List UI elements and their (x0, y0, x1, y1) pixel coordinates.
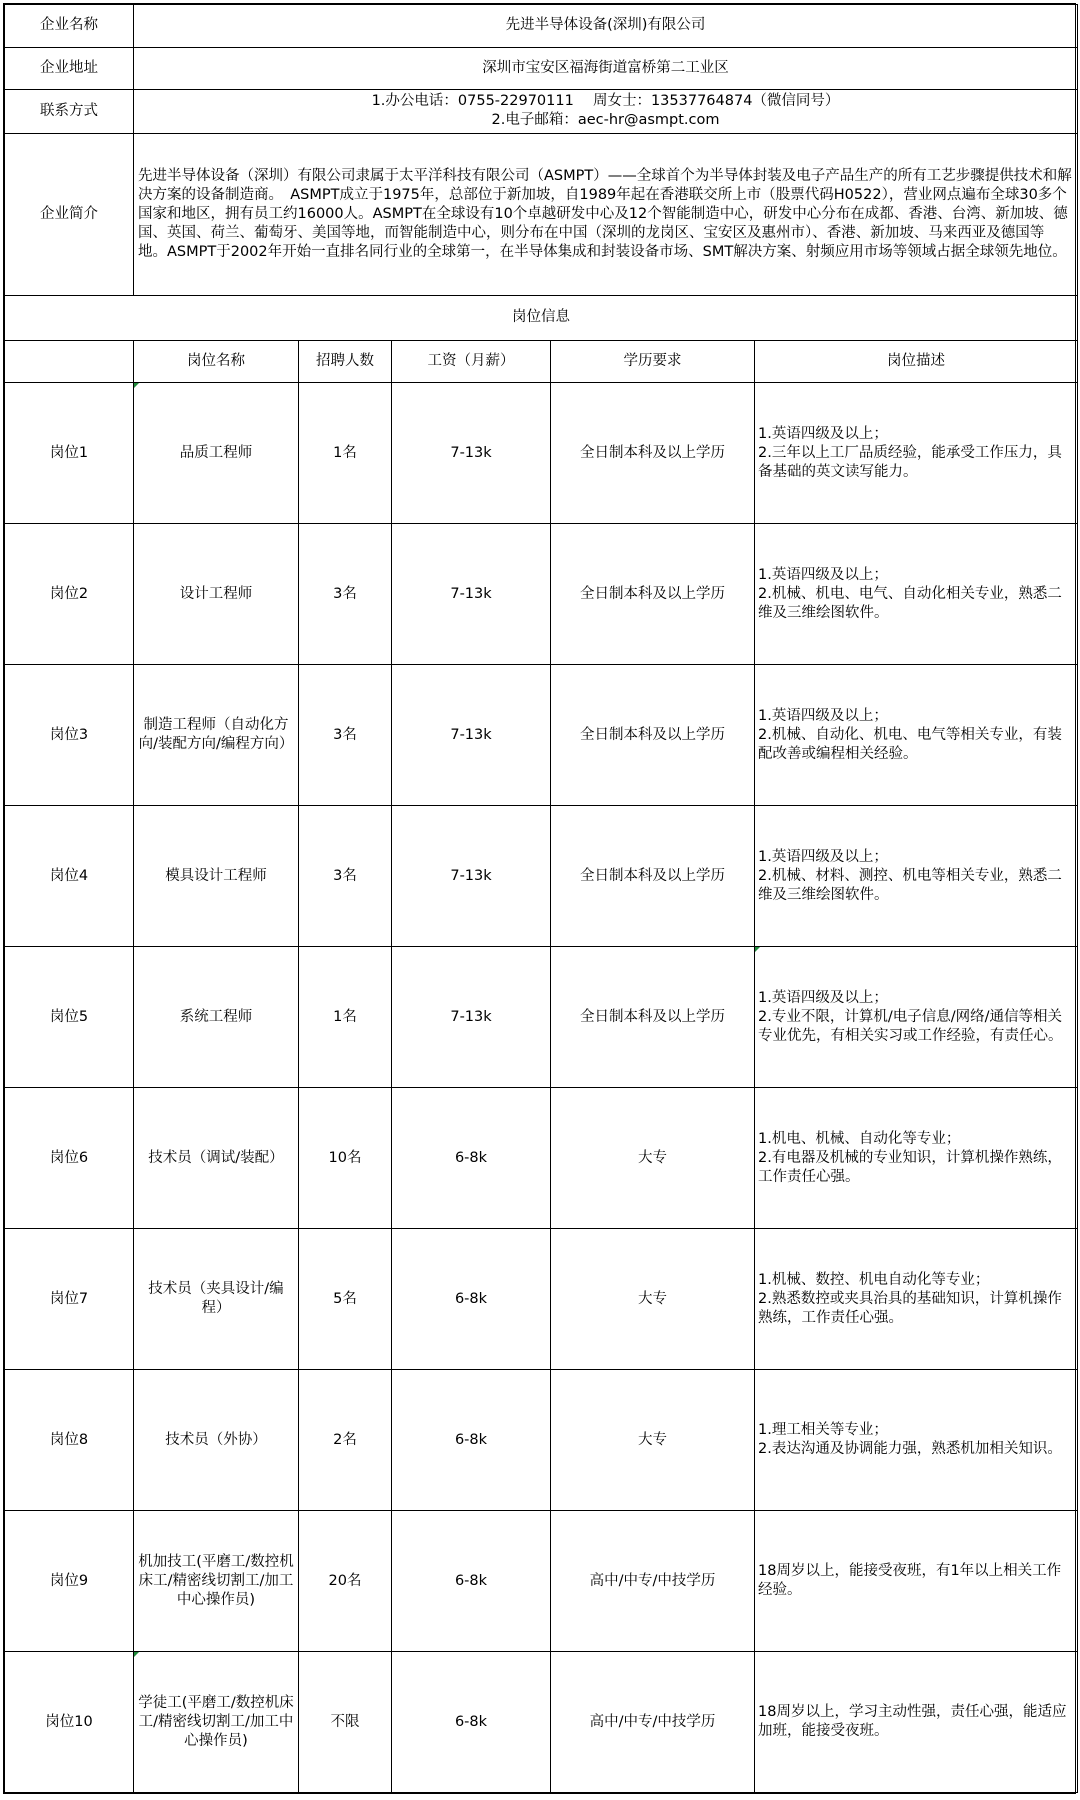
job-title: 系统工程师 (134, 947, 299, 1088)
job-description (755, 1511, 1078, 1652)
section-title: 岗位信息 (5, 296, 1078, 341)
job-salary: 6-8k (392, 1370, 551, 1511)
job-title: 技术员（调试/装配） (134, 1088, 299, 1229)
job-title: 技术员（夹具设计/编程） (134, 1229, 299, 1370)
job-description (755, 1229, 1078, 1370)
job-description-line: 18周岁以上，学习主动性强，责任心强，能适应加班，能接受夜班。 (758, 1704, 1067, 1739)
job-salary: 7-13k (392, 524, 551, 665)
job-description (755, 1088, 1078, 1229)
job-description-line: 1.英语四级及以上； (758, 989, 888, 1006)
job-description-line: 1.机械、数控、机电自动化等专业； (758, 1271, 990, 1288)
job-description (755, 665, 1078, 806)
header-job-title: 岗位名称 (134, 340, 299, 383)
contact-email: 2.电子邮箱：aec-hr@asmpt.com (491, 112, 720, 129)
job-id: 岗位8 (5, 1370, 134, 1511)
header-blank (5, 340, 134, 383)
job-description-line: 1.英语四级及以上； (758, 566, 888, 583)
job-education: 大专 (551, 1370, 755, 1511)
job-salary: 6-8k (392, 1229, 551, 1370)
intro-label: 企业简介 (5, 133, 134, 295)
job-count: 2名 (299, 1370, 392, 1511)
job-id: 岗位3 (5, 665, 134, 806)
job-description-line: 2.三年以上工厂品质经验，能承受工作压力，具备基础的英文读写能力。 (758, 444, 1062, 480)
job-title: 模具设计工程师 (134, 806, 299, 947)
job-title: 技术员（外协） (134, 1370, 299, 1511)
recruitment-sheet (3, 3, 1076, 1794)
recruitment-table (4, 4, 1078, 1793)
job-education: 高中/中专/中技学历 (551, 1511, 755, 1652)
job-description-line: 1.英语四级及以上； (758, 707, 888, 724)
intro-row (5, 133, 1078, 295)
job-salary: 6-8k (392, 1511, 551, 1652)
job-title: 学徒工(平磨工/数控机床工/精密线切割工/加工中心操作员) (134, 1652, 299, 1793)
intro-text: 先进半导体设备（深圳）有限公司隶属于太平洋科技有限公司（ASMPT）——全球首个为半导体封装及电子产品生产的所有工艺步骤提供技术和解决方案的设备制造商。 ASMPT成立于1975年，总部位于新加坡，自1989年起在香港联交所上市（股票代码H0522），营业网点遍布全球30多个国家和地区，拥有员工约16000人。ASMPT在全球设有10个卓越研发中心及12个智能制造中心，研发中心分布在成都、香港、台湾、新加坡、德国、英国、荷兰、葡萄牙、美国等地，而智能制造中心，则分布在中国（深圳的龙岗区、宝安区及惠州市）、香港、新加坡、马来西亚及德国等地。ASMPT于2002年开始一直排名同行业的全球第一，在半导体集成和封装设备市场、SMT解决方案、射频应用市场等领域占据全球领先地位。 (134, 133, 1078, 295)
job-description-line: 2.有电器及机械的专业知识，计算机操作熟练，工作责任心强。 (758, 1149, 1062, 1185)
job-id: 岗位5 (5, 947, 134, 1088)
job-education: 全日制本科及以上学历 (551, 524, 755, 665)
job-description-line: 2.表达沟通及协调能力强，熟悉机加相关知识。 (758, 1441, 1062, 1458)
job-description-line: 1.英语四级及以上； (758, 425, 888, 442)
job-education: 高中/中专/中技学历 (551, 1652, 755, 1793)
company-name-value: 先进半导体设备(深圳)有限公司 (134, 5, 1078, 48)
job-row (5, 1229, 1078, 1370)
job-row (5, 947, 1078, 1088)
job-description-line: 1.英语四级及以上； (758, 848, 888, 865)
job-description-line: 2.熟悉数控或夹具治具的基础知识，计算机操作熟练，工作责任心强。 (758, 1290, 1062, 1326)
job-row (5, 1652, 1078, 1793)
job-title: 设计工程师 (134, 524, 299, 665)
job-row (5, 665, 1078, 806)
section-row (5, 296, 1078, 341)
job-salary: 7-13k (392, 665, 551, 806)
job-row (5, 524, 1078, 665)
company-address-value: 深圳市宝安区福海街道富桥第二工业区 (134, 47, 1078, 90)
job-description (755, 1652, 1078, 1793)
header-description: 岗位描述 (755, 340, 1078, 383)
job-count: 3名 (299, 524, 392, 665)
job-description (755, 1370, 1078, 1511)
job-description-line: 2.专业不限，计算机/电子信息/网络/通信等相关专业优先，有相关实习或工作经验，有责任心。 (758, 1008, 1063, 1044)
job-count: 1名 (299, 383, 392, 524)
contact-value (134, 90, 1078, 134)
company-name-label: 企业名称 (5, 5, 134, 48)
job-title: 机加技工(平磨工/数控机床工/精密线切割工/加工中心操作员) (134, 1511, 299, 1652)
job-title: 制造工程师（自动化方向/装配方向/编程方向） (134, 665, 299, 806)
job-count: 不限 (299, 1652, 392, 1793)
job-description-line: 2.机械、自动化、机电、电气等相关专业，有装配改善或编程相关经验。 (758, 726, 1062, 762)
job-salary: 6-8k (392, 1652, 551, 1793)
contact-label: 联系方式 (5, 90, 134, 134)
job-row (5, 806, 1078, 947)
job-id: 岗位7 (5, 1229, 134, 1370)
job-count: 10名 (299, 1088, 392, 1229)
job-id: 岗位4 (5, 806, 134, 947)
company-address-row (5, 47, 1078, 90)
job-education: 全日制本科及以上学历 (551, 806, 755, 947)
job-education: 全日制本科及以上学历 (551, 383, 755, 524)
job-salary: 6-8k (392, 1088, 551, 1229)
job-description-line: 1.理工相关等专业； (758, 1422, 888, 1439)
job-id: 岗位2 (5, 524, 134, 665)
job-salary: 7-13k (392, 383, 551, 524)
job-id: 岗位9 (5, 1511, 134, 1652)
job-list (5, 383, 1078, 1793)
job-education: 全日制本科及以上学历 (551, 665, 755, 806)
job-education: 全日制本科及以上学历 (551, 947, 755, 1088)
job-count: 20名 (299, 1511, 392, 1652)
job-description-line: 2.机械、材料、测控、机电等相关专业，熟悉二维及三维绘图软件。 (758, 867, 1062, 903)
job-count: 3名 (299, 665, 392, 806)
job-salary: 7-13k (392, 947, 551, 1088)
header-salary: 工资（月薪） (392, 340, 551, 383)
job-count: 1名 (299, 947, 392, 1088)
job-count: 3名 (299, 806, 392, 947)
job-description (755, 947, 1078, 1088)
job-row (5, 1370, 1078, 1511)
column-header-row (5, 340, 1078, 383)
job-row (5, 1511, 1078, 1652)
job-description-line: 18周岁以上，能接受夜班，有1年以上相关工作经验。 (758, 1563, 1062, 1599)
job-id: 岗位6 (5, 1088, 134, 1229)
job-id: 岗位1 (5, 383, 134, 524)
job-salary: 7-13k (392, 806, 551, 947)
job-description-line: 1.机电、机械、自动化等专业； (758, 1130, 961, 1147)
job-education: 大专 (551, 1229, 755, 1370)
job-description (755, 524, 1078, 665)
job-education: 大专 (551, 1088, 755, 1229)
job-row (5, 383, 1078, 524)
job-description-line: 2.机械、机电、电气、自动化相关专业，熟悉二维及三维绘图软件。 (758, 585, 1062, 621)
header-count: 招聘人数 (299, 340, 392, 383)
company-address-label: 企业地址 (5, 47, 134, 90)
job-row (5, 1088, 1078, 1229)
contact-phone: 1.办公电话：0755-22970111 周女士：13537764874（微信同号） (371, 93, 840, 110)
job-description (755, 806, 1078, 947)
job-count: 5名 (299, 1229, 392, 1370)
contact-row (5, 90, 1078, 134)
header-education: 学历要求 (551, 340, 755, 383)
company-name-row (5, 5, 1078, 48)
job-description (755, 383, 1078, 524)
job-id: 岗位10 (5, 1652, 134, 1793)
job-title: 品质工程师 (134, 383, 299, 524)
